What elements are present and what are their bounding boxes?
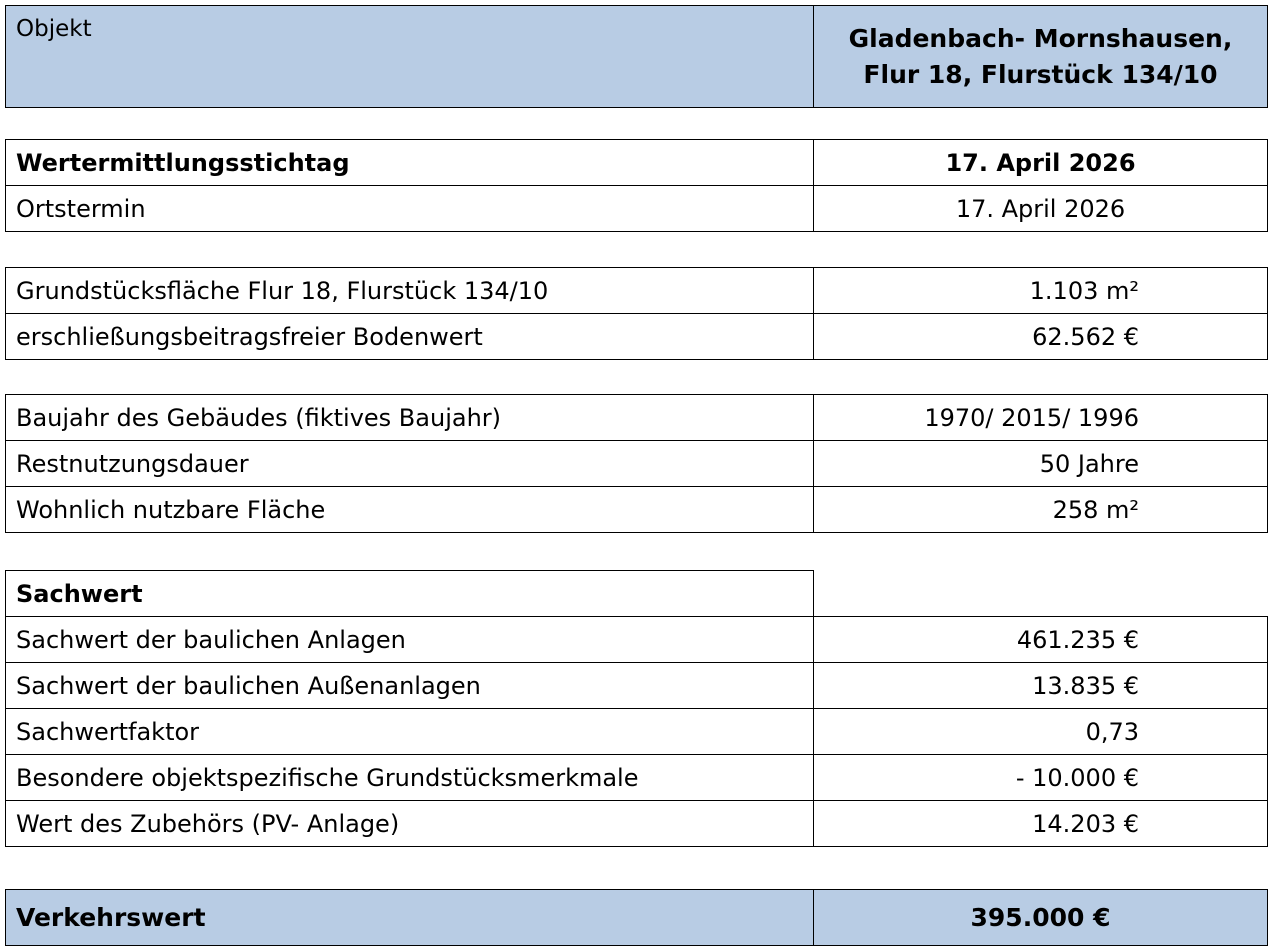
table-row <box>6 709 1268 755</box>
objekt-value-line1: Gladenbach- Mornshausen, <box>848 23 1233 53</box>
restnutzungsdauer-label: Restnutzungsdauer <box>6 441 814 487</box>
table-row <box>6 617 1268 663</box>
wohnflaeche-value: 258 m² <box>814 487 1268 533</box>
table-row <box>6 801 1268 847</box>
table-row <box>6 186 1268 232</box>
objekt-value-line2: Flur 18, Flurstück 134/10 <box>863 59 1218 89</box>
objekt-table <box>5 5 1268 108</box>
objekt-label: Objekt <box>6 6 814 108</box>
sachwert-table <box>5 570 1268 847</box>
table-row <box>6 441 1268 487</box>
grundstuecksmerkmale-value: - 10.000 € <box>814 755 1268 801</box>
grundstuecksmerkmale-label: Besondere objektspezifische Grundstücksmerkmale <box>6 755 814 801</box>
ortstermin-value: 17. April 2026 <box>814 186 1268 232</box>
objekt-row <box>6 6 1268 108</box>
wohnflaeche-label: Wohnlich nutzbare Fläche <box>6 487 814 533</box>
baujahr-label: Baujahr des Gebäudes (fiktives Baujahr) <box>6 395 814 441</box>
bodenwert-value: 62.562 € <box>814 314 1268 360</box>
grundstuecksflaeche-value: 1.103 m² <box>814 268 1268 314</box>
grundstuecksflaeche-label: Grundstücksfläche Flur 18, Flurstück 134/10 <box>6 268 814 314</box>
verkehrswert-label: Verkehrswert <box>6 890 814 946</box>
stichtag-table <box>5 139 1268 232</box>
zubehoer-label: Wert des Zubehörs (PV- Anlage) <box>6 801 814 847</box>
table-row <box>6 571 1268 617</box>
sachwert-anlagen-value: 461.235 € <box>814 617 1268 663</box>
table-row <box>6 395 1268 441</box>
table-row <box>6 314 1268 360</box>
grundstueck-table <box>5 267 1268 360</box>
gebaeude-table <box>5 394 1268 533</box>
wertermittlungsstichtag-label: Wertermittlungsstichtag <box>6 140 814 186</box>
verkehrswert-value: 395.000 € <box>814 890 1268 946</box>
baujahr-value: 1970/ 2015/ 1996 <box>814 395 1268 441</box>
sachwertfaktor-value: 0,73 <box>814 709 1268 755</box>
restnutzungsdauer-value: 50 Jahre <box>814 441 1268 487</box>
sachwert-aussenanlagen-value: 13.835 € <box>814 663 1268 709</box>
table-row <box>6 663 1268 709</box>
table-row <box>6 140 1268 186</box>
sachwert-anlagen-label: Sachwert der baulichen Anlagen <box>6 617 814 663</box>
wertermittlungsstichtag-value: 17. April 2026 <box>814 140 1268 186</box>
verkehrswert-table <box>5 889 1268 946</box>
sachwertfaktor-label: Sachwertfaktor <box>6 709 814 755</box>
zubehoer-value: 14.203 € <box>814 801 1268 847</box>
bodenwert-label: erschließungsbeitragsfreier Bodenwert <box>6 314 814 360</box>
sachwert-aussenanlagen-label: Sachwert der baulichen Außenanlagen <box>6 663 814 709</box>
table-row <box>6 755 1268 801</box>
sachwert-heading: Sachwert <box>6 571 814 617</box>
sachwert-heading-empty-cell <box>814 571 1268 617</box>
ortstermin-label: Ortstermin <box>6 186 814 232</box>
table-row <box>6 268 1268 314</box>
objekt-value <box>814 6 1268 108</box>
table-row <box>6 890 1268 946</box>
table-row <box>6 487 1268 533</box>
